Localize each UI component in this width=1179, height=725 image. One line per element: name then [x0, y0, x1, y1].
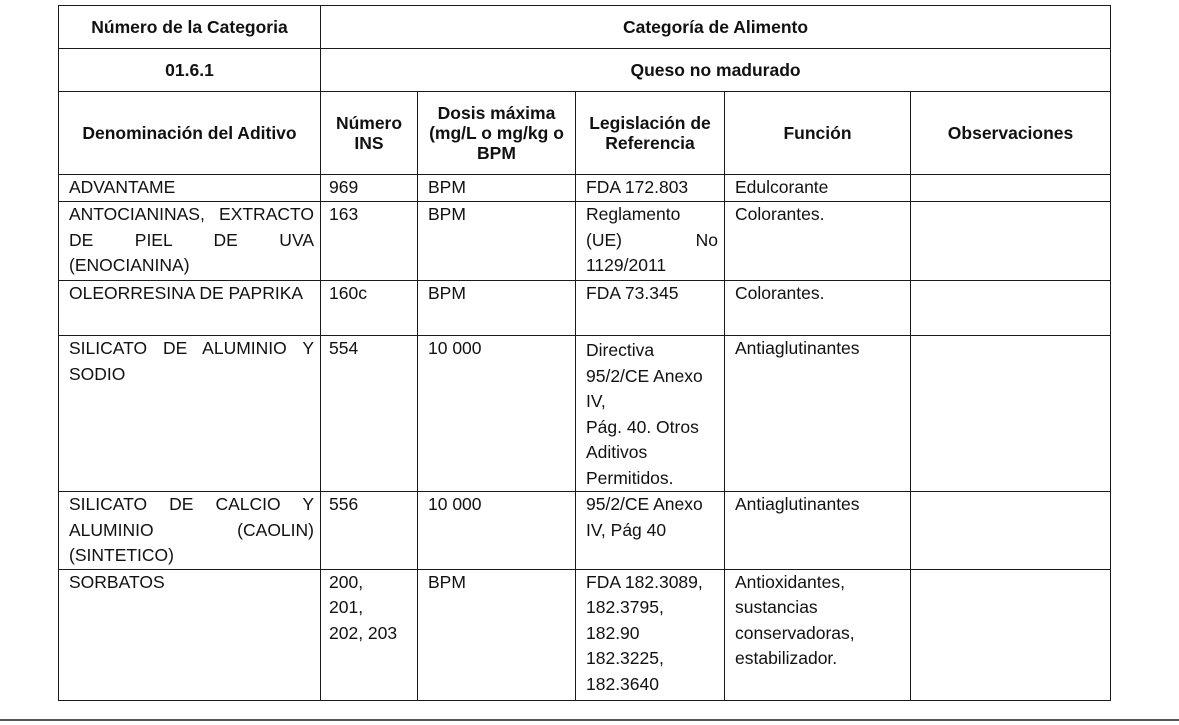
- col-additive: Denominación del Aditivo: [59, 92, 321, 175]
- food-category-label: Categoría de Alimento: [321, 6, 1111, 49]
- category-title-row: [59, 6, 1111, 49]
- additive-name: ADVANTAME: [59, 175, 321, 202]
- page-bottom-rule: [0, 719, 1179, 721]
- notes: [911, 336, 1111, 492]
- additive-name: ANTOCIANINAS, EXTRACTO DE PIEL DE UVA (ENOCIANINA): [59, 202, 321, 281]
- legislation: 95/2/CE Anexo IV, Pág 40: [576, 492, 725, 570]
- additive-name: SORBATOS: [59, 569, 321, 700]
- function: Colorantes.: [725, 202, 911, 281]
- table-row: [59, 492, 1111, 570]
- col-function: Función: [725, 92, 911, 175]
- function: Edulcorante: [725, 175, 911, 202]
- table-row: [59, 281, 1111, 336]
- col-ins: Número INS: [321, 92, 418, 175]
- legislation: Directiva 95/2/CE Anexo IV, Pág. 40. Otros Aditivos Permitidos.: [576, 336, 725, 492]
- table-row: [59, 202, 1111, 281]
- function: Antioxidantes, sustancias conservadoras, estabilizador.: [725, 569, 911, 700]
- notes: [911, 281, 1111, 336]
- additive-name: OLEORRESINA DE PAPRIKA: [59, 281, 321, 336]
- additive-name: SILICATO DE CALCIO Y ALUMINIO (CAOLIN) (SINTETICO): [59, 492, 321, 570]
- notes: [911, 492, 1111, 570]
- table-row: [59, 175, 1111, 202]
- max-dose: BPM: [418, 281, 576, 336]
- category-number-label: Número de la Categoria: [59, 6, 321, 49]
- legislation: Reglamento (UE) No 1129/2011: [576, 202, 725, 281]
- ins-number: 200, 201, 202, 203: [321, 569, 418, 700]
- ins-number: 969: [321, 175, 418, 202]
- additives-table: [58, 5, 1111, 701]
- col-legislation: Legislación de Referencia: [576, 92, 725, 175]
- additive-name: SILICATO DE ALUMINIO Y SODIO: [59, 336, 321, 492]
- legislation: FDA 73.345: [576, 281, 725, 336]
- function: Colorantes.: [725, 281, 911, 336]
- max-dose: BPM: [418, 202, 576, 281]
- ins-number: 556: [321, 492, 418, 570]
- ins-number: 163: [321, 202, 418, 281]
- category-value-row: [59, 49, 1111, 92]
- col-notes: Observaciones: [911, 92, 1111, 175]
- notes: [911, 202, 1111, 281]
- max-dose: BPM: [418, 175, 576, 202]
- max-dose: BPM: [418, 569, 576, 700]
- category-number: 01.6.1: [59, 49, 321, 92]
- food-category: Queso no madurado: [321, 49, 1111, 92]
- max-dose: 10 000: [418, 492, 576, 570]
- col-max-dose: Dosis máxima (mg/L o mg/kg o BPM: [418, 92, 576, 175]
- function: Antiaglutinantes: [725, 492, 911, 570]
- notes: [911, 175, 1111, 202]
- legislation: FDA 172.803: [576, 175, 725, 202]
- max-dose: 10 000: [418, 336, 576, 492]
- ins-number: 160c: [321, 281, 418, 336]
- table-row: [59, 569, 1111, 700]
- ins-number: 554: [321, 336, 418, 492]
- column-header-row: [59, 92, 1111, 175]
- table-row: [59, 336, 1111, 492]
- notes: [911, 569, 1111, 700]
- legislation: FDA 182.3089, 182.3795, 182.90 182.3225, 182.3640: [576, 569, 725, 700]
- function: Antiaglutinantes: [725, 336, 911, 492]
